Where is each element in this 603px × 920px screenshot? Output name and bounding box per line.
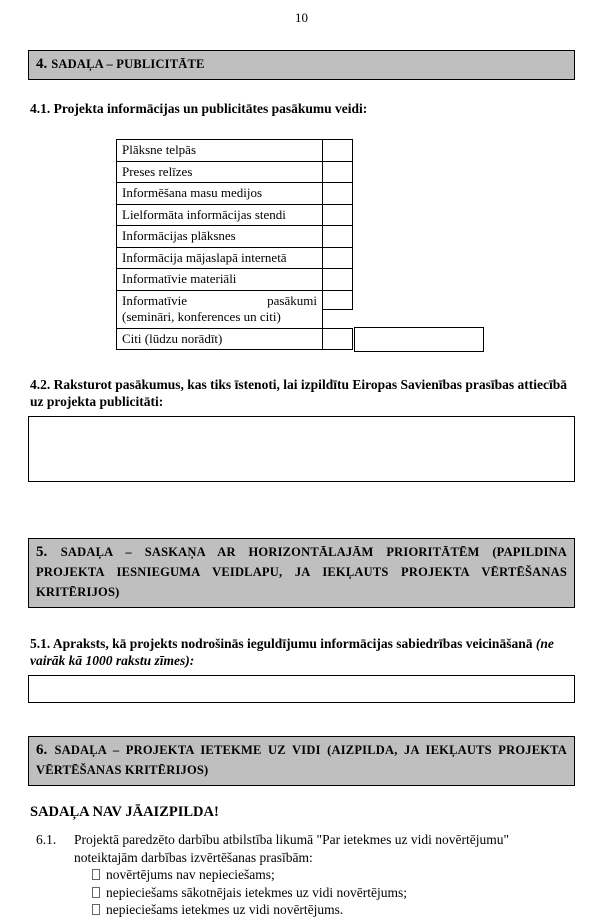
section6-header — [28, 736, 575, 786]
row-checkbox[interactable] — [323, 328, 353, 350]
section4-header-title: SADAĻA – PUBLICITĀTE — [51, 57, 205, 71]
row-label: Preses relīzes — [117, 161, 323, 183]
question-5-1-note: (ne vairāk kā 1000 rakstu zīmes): — [30, 636, 554, 668]
table-row — [117, 204, 353, 226]
option-label: novērtējums nav nepieciešams; — [106, 867, 275, 882]
table-row — [117, 328, 353, 350]
table-row — [117, 290, 353, 328]
row-label — [117, 290, 323, 328]
row-checkbox[interactable] — [323, 247, 353, 269]
section5-header — [28, 538, 575, 608]
row-checkbox[interactable] — [323, 161, 353, 183]
row-label: Informatīvie materiāli — [117, 269, 323, 291]
table-row — [117, 140, 353, 162]
answer-box-4-2[interactable] — [28, 416, 575, 482]
citi-other-input-box[interactable] — [354, 327, 484, 352]
section4-header-number: 4. — [36, 56, 48, 72]
question-4-1-label: 4.1. Projekta informācijas un publicitātes pasākumu veidi: — [30, 101, 368, 116]
option-label: nepieciešams sākotnējais ietekmes uz vidi novērtējums; — [106, 884, 408, 900]
row-label-line1: Informatīvie pasākumi — [122, 292, 317, 308]
row-label: Lielformāta informācijas stendi — [117, 204, 323, 226]
table-row — [117, 161, 353, 183]
question-6-1-number: 6.1. — [36, 832, 57, 847]
row-checkbox-cell — [323, 290, 353, 328]
question-6-1-text: Projektā paredzēto darbību atbilstība likumā "Par ietekmes uz vidi novērtējumu" noteiktajām darbības izvērtēšanas prasībām: — [74, 832, 510, 865]
row-checkbox[interactable] — [323, 226, 353, 248]
option-full-assessment[interactable] — [92, 901, 575, 919]
section6-header-number: 6. — [36, 742, 48, 758]
question-6-1 — [36, 831, 575, 919]
checkbox-icon[interactable] — [92, 869, 100, 880]
checkbox-icon[interactable] — [92, 887, 100, 898]
row-label: Plāksne telpās — [117, 140, 323, 162]
option-initial-assessment[interactable] — [92, 884, 575, 902]
option-no-assessment[interactable] — [92, 866, 575, 884]
section4-header — [28, 50, 575, 80]
section6-note: SADAĻA NAV JĀAIZPILDA! — [30, 804, 219, 820]
checkbox-icon[interactable] — [92, 904, 100, 915]
row-label: Informācijas plāksnes — [117, 226, 323, 248]
row-checkbox[interactable] — [323, 291, 353, 310]
question-5-1-text: 5.1. Apraksts, kā projekts nodrošinās ieguldījumu informācijas sabiedrības veicināšanā — [30, 636, 533, 651]
table-row — [117, 269, 353, 291]
section6-header-title: SADAĻA – PROJEKTA IETEKME UZ VIDI (AIZPILDA, JA IEKĻAUTS PROJEKTA VĒRTĒŠANAS KRITĒRIJOS) — [36, 743, 567, 777]
section5-header-number: 5. — [36, 544, 48, 560]
row-label: Citi (lūdzu norādīt) — [117, 328, 323, 350]
table-row — [117, 226, 353, 248]
table-row — [117, 183, 353, 205]
row-label: Informācija mājaslapā internetā — [117, 247, 323, 269]
section5-header-title: SADAĻA – SASKAŅA AR HORIZONTĀLAJĀM PRIORITĀTĒM (PAPILDINA PROJEKTA IESNIEGUMA VEIDLAPU, JA IEKĻAUTS PROJEKTA VĒRTĒŠANAS KRITĒRIJOS) — [36, 545, 567, 599]
publicity-table — [116, 139, 496, 350]
row-label-line2: (semināri, konferences un citi) — [122, 309, 281, 324]
page-number: 10 — [295, 10, 308, 25]
row-checkbox[interactable] — [323, 140, 353, 162]
row-checkbox[interactable] — [323, 183, 353, 205]
option-label: nepieciešams ietekmes uz vidi novērtējums. — [106, 902, 344, 917]
question-4-2-label: 4.2. Raksturot pasākumus, kas tiks īstenoti, lai izpildītu Eiropas Savienības prasības attiecībā uz projekta publicitāti: — [30, 377, 567, 409]
row-checkbox[interactable] — [323, 269, 353, 291]
question-5-1-label — [30, 635, 575, 669]
answer-box-5-1[interactable] — [28, 675, 575, 703]
table-row — [117, 247, 353, 269]
row-checkbox[interactable] — [323, 204, 353, 226]
row-label: Informēšana masu medijos — [117, 183, 323, 205]
question-6-1-body — [74, 831, 575, 919]
